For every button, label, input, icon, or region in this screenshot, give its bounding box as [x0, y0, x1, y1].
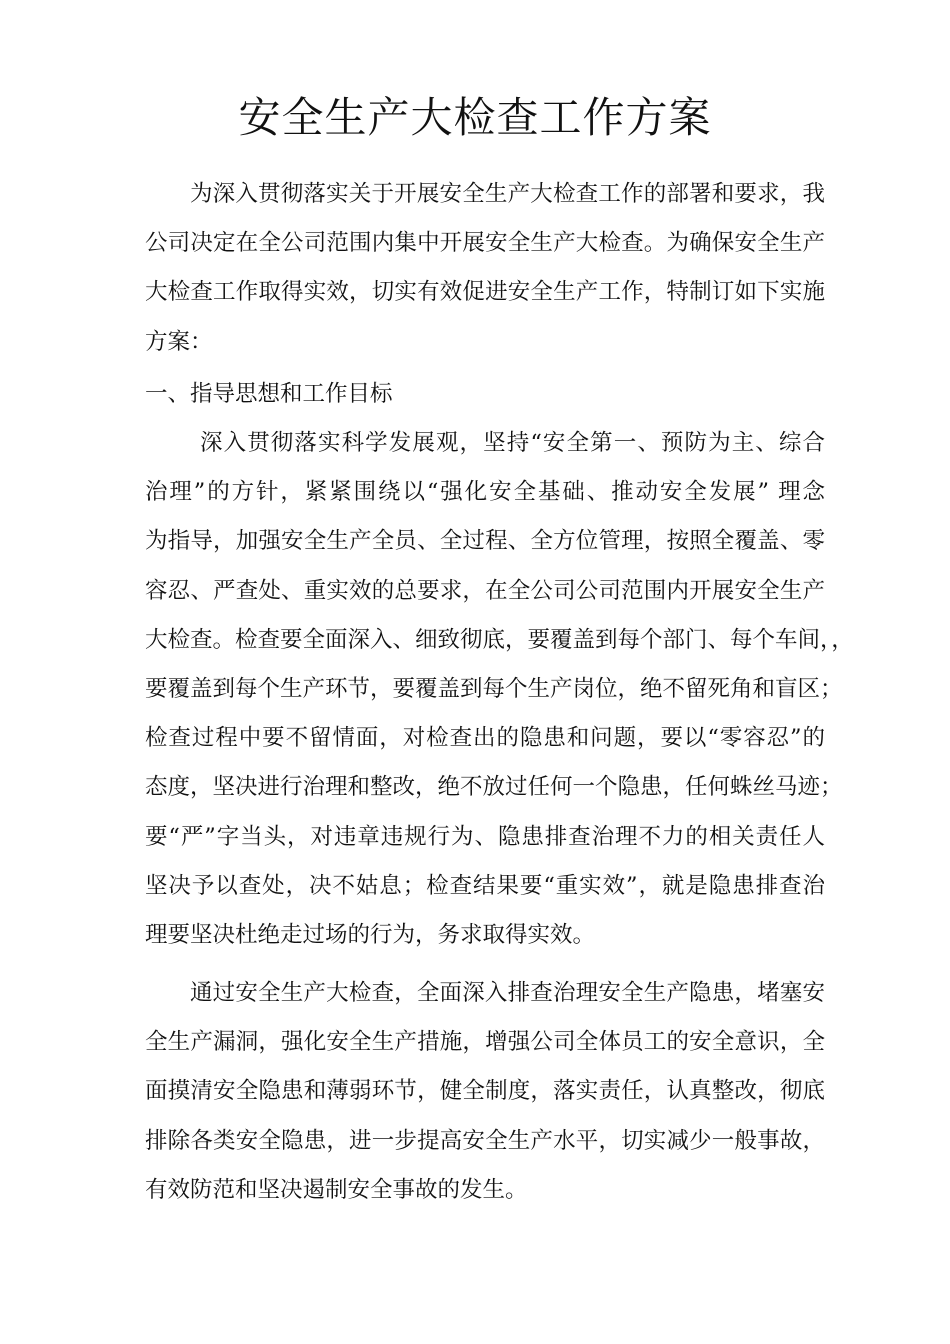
paragraph-line: 公司决定在全公司范围内集中开展安全生产大检查。为确保安全生产 — [145, 230, 825, 257]
paragraph-line: 治理”的方针，紧紧围绕以“强化安全基础、推动安全发展” 理念 — [145, 479, 825, 506]
paragraph-line: 为指导，加强安全生产全员、全过程、全方位管理，按照全覆盖、零 — [145, 528, 825, 555]
paragraph-line: 大检查工作取得实效，切实有效促进安全生产工作，特制订如下实施 — [145, 279, 825, 306]
paragraph-line: 态度，坚决进行治理和整改，绝不放过任何一个隐患，任何蛛丝马迹； — [145, 774, 843, 801]
paragraph-line: 检查过程中要不留情面，对检查出的隐患和问题，要以“零容忍”的 — [145, 725, 825, 752]
paragraph-line: 理要坚决杜绝走过场的行为，务求取得实效。 — [145, 921, 596, 948]
paragraph-line: 深入贯彻落实科学发展观，坚持“安全第一、预防为主、综合 — [200, 430, 825, 456]
paragraph-goals — [145, 969, 825, 1215]
paragraph-line: 大检查。检查要全面深入、细致彻底，要覆盖到每个部门、每个车间，， — [145, 626, 854, 653]
paragraph-line: 通过安全生产大检查，全面深入排查治理安全生产隐患，堵塞安 — [190, 980, 825, 1006]
paragraph-line: 排除各类安全隐患，进一步提高安全生产水平，切实减少一般事故， — [145, 1127, 825, 1154]
paragraph-line: 为深入贯彻落实关于开展安全生产大检查工作的部署和要求，我 — [190, 181, 825, 207]
paragraph-intro — [145, 170, 825, 367]
section-heading — [145, 370, 825, 419]
paragraph-guidance — [145, 419, 854, 960]
paragraph-line: 容忍、严查处、重实效的总要求，在全公司公司范围内开展安全生产 — [145, 577, 825, 604]
paragraph-line: 面摸清安全隐患和薄弱环节，健全制度，落实责任，认真整改，彻底 — [145, 1078, 825, 1105]
paragraph-line: 要“严”字当头，对违章违规行为、隐患排查治理不力的相关责任人 — [145, 823, 825, 850]
section-heading-text: 一、指导思想和工作目标 — [145, 381, 393, 407]
paragraph-line: 全生产漏洞，强化安全生产措施，增强公司全体员工的安全意识，全 — [145, 1029, 825, 1056]
document-title: 安全生产大检查工作方案 — [238, 93, 712, 142]
paragraph-line: 坚决予以查处，决不姑息；检查结果要“重实效”，就是隐患排查治 — [145, 872, 825, 899]
paragraph-line: 方案： — [145, 328, 213, 355]
paragraph-line: 有效防范和坚决遏制安全事故的发生。 — [145, 1176, 528, 1203]
paragraph-line: 要覆盖到每个生产环节，要覆盖到每个生产岗位，绝不留死角和盲区； — [145, 675, 843, 702]
